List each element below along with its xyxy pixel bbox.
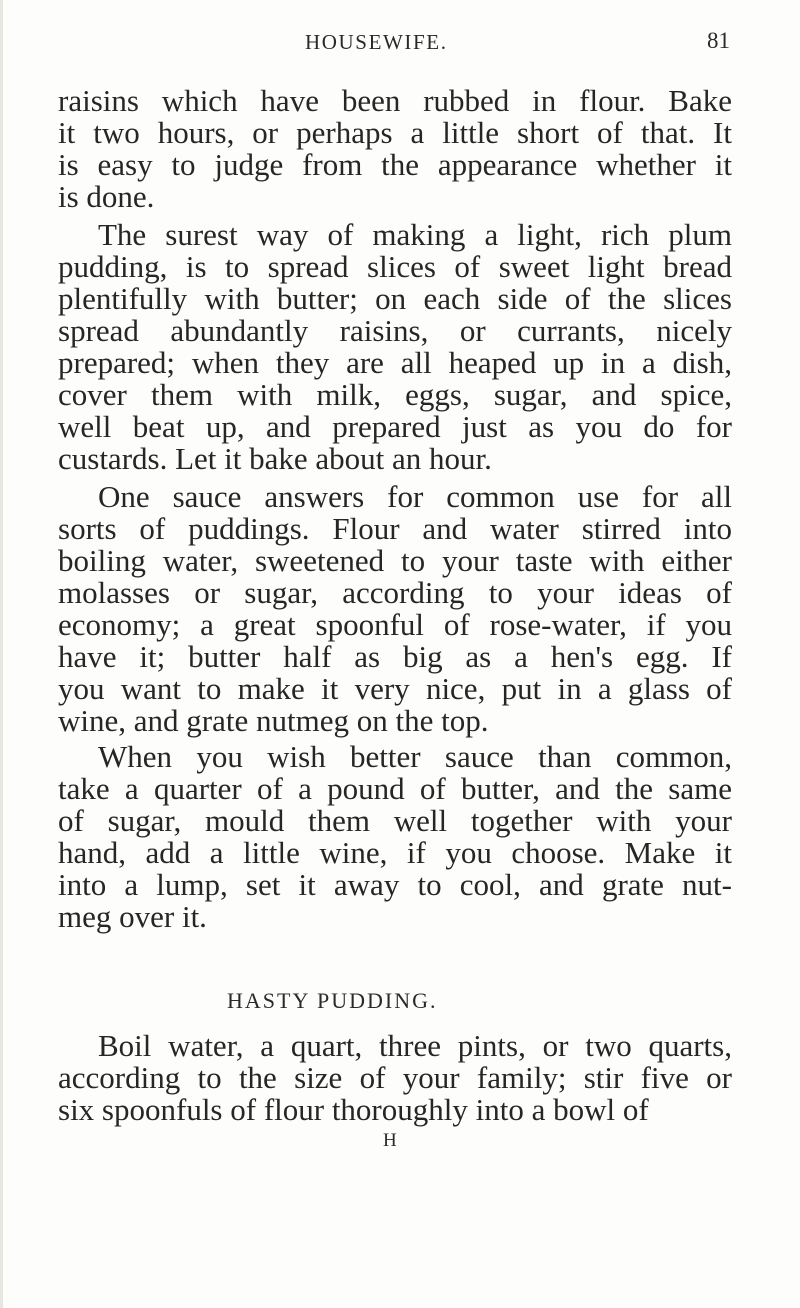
text-line: meg over it. [58,899,207,934]
running-head: HOUSEWIFE. [305,30,448,54]
text-line: hand, add a little wine, if you choose. Make it [58,835,732,870]
text-line: custards. Let it bake about an hour. [58,441,492,476]
text-line: sorts of puddings. Flour and water stirred into [58,511,732,546]
text-line: boiling water, sweetened to your taste with either [58,543,732,578]
text-line: spread abundantly raisins, or currants, nicely [58,313,732,348]
signature-mark: H [383,1130,397,1151]
text-line: six spoonfuls of flour thoroughly into a bowl of [58,1092,649,1127]
text-line: raisins which have been rubbed in flour. Bake [58,83,732,118]
text-line: One sauce answers for common use for all [98,479,732,514]
text-line: have it; butter half as big as a hen's egg. If [58,639,732,674]
page-header [0,30,800,58]
text-line: take a quarter of a pound of butter, and the same [58,771,732,806]
text-line: The surest way of making a light, rich plum [98,217,732,252]
text-line: Boil water, a quart, three pints, or two quarts, [98,1028,732,1063]
text-line: well beat up, and prepared just as you do for [58,409,732,444]
text-line: of sugar, mould them well together with your [58,803,732,838]
page-number: 81 [707,28,730,53]
text-line: is done. [58,179,155,214]
text-line: you want to make it very nice, put in a glass of [58,671,732,706]
page-edge-shadow [0,0,3,1308]
text-line: pudding, is to spread slices of sweet light bread [58,249,732,284]
text-line: prepared; when they are all heaped up in a dish, [58,345,732,380]
text-line: When you wish better sauce than common, [98,739,732,774]
section-heading: HASTY PUDDING. [227,988,438,1013]
text-line: plentifully with butter; on each side of the slices [58,281,732,316]
text-line: economy; a great spoonful of rose-water, if you [58,607,732,642]
text-line: cover them with milk, eggs, sugar, and spice, [58,377,732,412]
text-line: molasses or sugar, according to your ideas of [58,575,732,610]
text-line: is easy to judge from the appearance whether it [58,147,732,182]
text-line: according to the size of your family; stir five or [58,1060,732,1095]
text-line: into a lump, set it away to cool, and grate nut- [58,867,732,902]
text-line: wine, and grate nutmeg on the top. [58,703,489,738]
text-line: it two hours, or perhaps a little short of that. It [58,115,732,150]
